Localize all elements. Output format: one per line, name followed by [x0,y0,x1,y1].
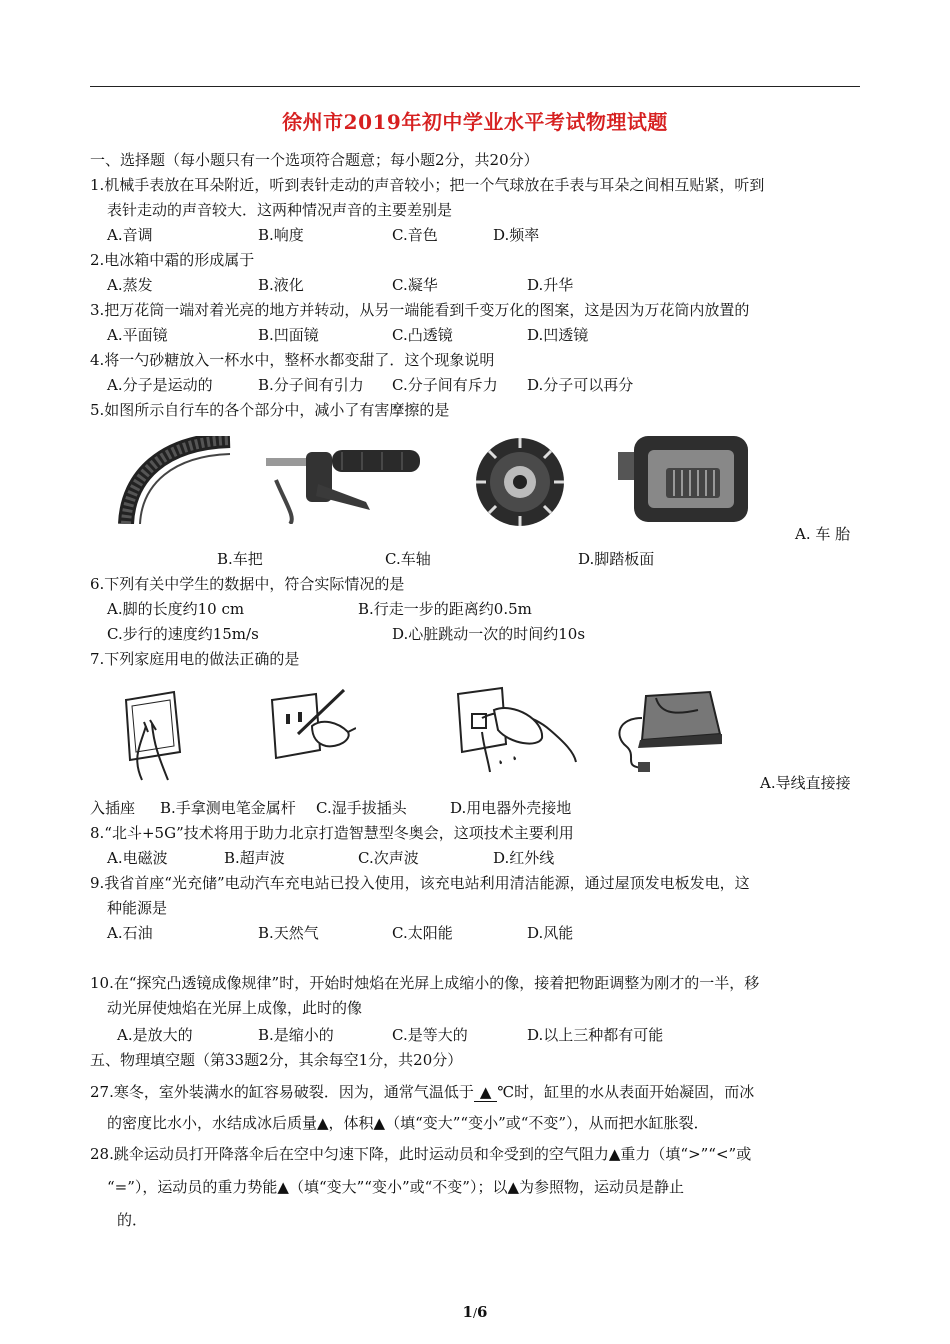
q27-text-2: ℃时，缸里的水从表面开始凝固，而冰 [497,1083,755,1101]
q4-option-c: C.分子间有斥力 [392,376,498,394]
tire-image [118,436,236,524]
page-total: 6 [477,1303,488,1321]
q27-line1 [90,1082,754,1102]
q9-option-b: B.天然气 [258,924,319,942]
axle-image [462,436,580,528]
q6-option-d: D.心脏跳动一次的时间约10s [392,625,586,643]
q1-stem-cont: 表针走动的声音较大．这两种情况声音的主要差别是 [107,201,453,219]
q1-option-c: C.音色 [392,226,438,244]
q2-option-c: C.凝华 [392,276,438,294]
q9-option-a: A.石油 [107,924,153,942]
q2-option-a: A.蒸发 [107,276,153,294]
q1-option-d: D.频率 [493,226,540,244]
q1-option-b: B.响度 [258,226,304,244]
q7-option-c: C.湿手拔插头 [316,799,407,817]
q8-option-b: B.超声波 [224,849,285,867]
wet-hand-plug-image [454,686,578,774]
answer-blank: ▲ [474,1084,498,1102]
test-pen-image [268,688,356,770]
pedal-image [616,432,754,526]
q27-text-1: 27.寒冬，室外装满水的缸容易破裂．因为，通常气温低于 [90,1083,474,1101]
q3-option-d: D.凹透镜 [527,326,589,344]
q10-option-a: A.是放大的 [117,1026,193,1044]
q10-option-d: D.以上三种都有可能 [527,1026,664,1044]
q7-option-a: A.导线直接接 [760,774,851,792]
q27-line2: 的密度比水小，水结成冰后质量▲，体积▲（填“变大”“变小”或“不变”），从而把水缸胀裂． [107,1114,709,1132]
q3-option-b: B.凹面镜 [258,326,319,344]
q2-option-d: D.升华 [527,276,574,294]
q8-stem: 8.“北斗+5G”技术将用于助力北京打造智慧型冬奥会，这项技术主要利用 [90,824,574,842]
q28-line3: 的． [117,1211,148,1229]
q4-stem: 4.将一勺砂糖放入一杯水中，整杯水都变甜了．这个现象说明 [90,351,495,369]
q5-stem: 5.如图所示自行车的各个部分中，减小了有害摩擦的是 [90,401,450,419]
q1-option-a: A.音调 [107,226,153,244]
q6-option-c: C.步行的速度约15m/s [107,625,259,643]
socket-wires-image [118,688,186,782]
q1-stem: 1.机械手表放在耳朵附近，听到表针走动的声音较小；把一个气球放在手表与耳朵之间相互贴紧，听到 [90,176,765,194]
q6-stem: 6.下列有关中学生的数据中，符合实际情况的是 [90,575,405,593]
q6-option-b: B.行走一步的距离约0.5m [358,600,532,618]
q4-option-b: B.分子间有引力 [258,376,364,394]
q9-stem-cont: 种能源是 [107,899,168,917]
q9-stem: 9.我省首座“光充储”电动汽车充电站已投入使用，该充电站利用清洁能源，通过屋顶发电板发电，这 [90,874,750,892]
q5-option-c: C.车轴 [385,550,431,568]
q7-option-a-cont: 入插座 [90,799,136,817]
q5-option-d: D.脚踏板面 [578,550,655,568]
q4-option-a: A.分子是运动的 [107,376,213,394]
q3-option-a: A.平面镜 [107,326,168,344]
handlebar-image [266,444,424,524]
q8-option-d: D.红外线 [493,849,555,867]
page-current: 1 [462,1303,473,1321]
q9-option-d: D.风能 [527,924,574,942]
page-separator: / [472,1306,478,1320]
q10-stem: 10.在“探究凸透镜成像规律”时，开始时烛焰在光屏上成缩小的像，接着把物距调整为刚才的一半，移 [90,974,760,992]
q2-stem: 2.电冰箱中霜的形成属于 [90,251,255,269]
q9-option-c: C.太阳能 [392,924,453,942]
q8-option-c: C.次声波 [358,849,419,867]
q8-option-a: A.电磁波 [107,849,168,867]
q7-stem: 7.下列家庭用电的做法正确的是 [90,650,300,668]
q4-option-d: D.分子可以再分 [527,376,634,394]
header-rule [90,86,860,87]
q3-stem: 3.把万花筒一端对着光亮的地方并转动，从另一端能看到千变万化的图案，这是因为万花筒内放置的 [90,301,750,319]
q28-line2: “=”），运动员的重力势能▲（填“变大”“变小”或“不变”）；以▲为参照物，运动员是静止 [107,1178,684,1196]
iron-image [612,688,726,774]
page-title: 徐州市2019年初中学业水平考试物理试题 [282,110,668,134]
q5-option-a: A. 车 胎 [795,525,851,543]
q7-option-d: D.用电器外壳接地 [450,799,572,817]
section-heading-fill: 五、物理填空题（第33题2分，其余每空1分，共20分） [90,1051,463,1069]
q10-option-c: C.是等大的 [392,1026,468,1044]
section-heading-choice: 一、选择题（每小题只有一个选项符合题意；每小题2分，共20分） [90,151,539,169]
q28-line1: 28.跳伞运动员打开降落伞后在空中匀速下降，此时运动员和伞受到的空气阻力▲重力（填“>”“<”或 [90,1145,752,1163]
page-number [0,1303,950,1321]
q3-option-c: C.凸透镜 [392,326,453,344]
q10-option-b: B.是缩小的 [258,1026,334,1044]
q6-option-a: A.脚的长度约10 cm [107,600,245,618]
q2-option-b: B.液化 [258,276,304,294]
q10-stem-cont: 动光屏使烛焰在光屏上成像，此时的像 [107,999,363,1017]
q5-option-b: B.车把 [217,550,263,568]
q7-option-b: B.手拿测电笔金属杆 [160,799,296,817]
